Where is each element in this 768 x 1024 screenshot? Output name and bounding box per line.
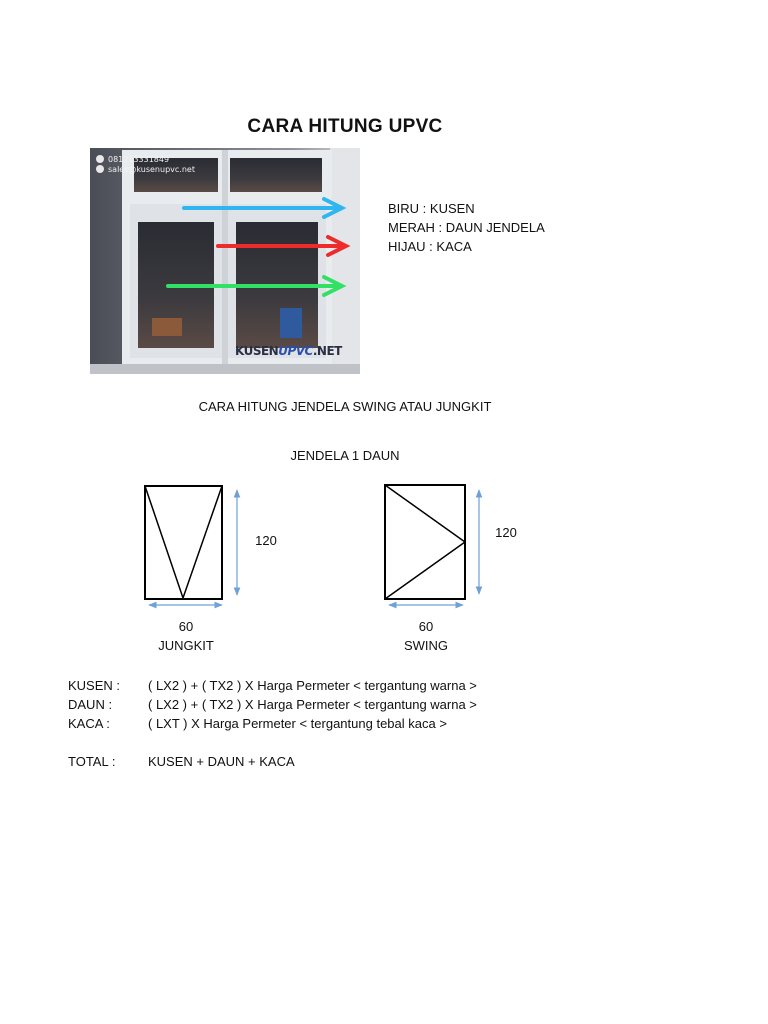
swing-width-label: 60	[418, 619, 434, 634]
formula-value: ( LXT ) X Harga Permeter < tergantung tebal kaca >	[148, 716, 447, 731]
color-arrows	[90, 148, 360, 374]
swing-name-label: SWING	[403, 638, 449, 653]
formula-row-total	[68, 752, 477, 771]
watermark-suffix: .NET	[312, 344, 342, 358]
jungkit-diagram	[145, 486, 237, 605]
green-arrow	[168, 277, 342, 295]
formula-row-kaca	[68, 714, 477, 733]
section-title: JENDELA 1 DAUN	[290, 448, 400, 463]
color-legend	[388, 199, 545, 256]
formula-key: DAUN :	[68, 697, 113, 712]
total-key: TOTAL :	[68, 754, 116, 769]
phone-icon	[96, 155, 104, 163]
swing-frame	[385, 485, 465, 599]
mail-icon	[96, 165, 104, 173]
jungkit-opening-lines	[145, 486, 222, 598]
swing-height-label: 120	[495, 525, 517, 540]
blue-arrow	[184, 199, 342, 217]
formula-row-daun	[68, 695, 477, 714]
email-address: sales@kusenupvc.net	[108, 165, 195, 174]
red-arrow	[218, 237, 346, 255]
jungkit-name-label: JUNGKIT	[158, 638, 214, 653]
formula-list	[68, 676, 477, 771]
jungkit-width-label: 60	[178, 619, 194, 634]
formula-row-kusen	[68, 676, 477, 695]
page-title: CARA HITUNG UPVC	[247, 116, 443, 137]
swing-diagram	[385, 485, 479, 605]
legend-item-blue: BIRU : KUSEN	[388, 201, 475, 216]
legend-item-red: MERAH : DAUN JENDELA	[388, 220, 545, 235]
phone-number: 081213331849	[108, 155, 170, 164]
watermark-prefix: KUSEN	[235, 344, 279, 358]
formula-key: KUSEN :	[68, 678, 121, 693]
swing-opening-lines	[385, 485, 465, 599]
formula-value: ( LX2 ) + ( TX2 ) X Harga Permeter < tergantung warna >	[148, 697, 477, 712]
photo-watermark	[235, 344, 342, 358]
legend-item-green: HIJAU : KACA	[388, 239, 472, 254]
watermark-brand: UPVC	[278, 344, 313, 358]
formula-key: KACA :	[68, 716, 110, 731]
photo-contact	[96, 155, 195, 175]
jungkit-frame	[145, 486, 222, 599]
total-value: KUSEN + DAUN + KACA	[148, 754, 295, 769]
section-subtitle: CARA HITUNG JENDELA SWING ATAU JUNGKIT	[198, 399, 492, 414]
window-diagrams	[0, 470, 768, 620]
jungkit-height-label: 120	[255, 533, 277, 548]
formula-value: ( LX2 ) + ( TX2 ) X Harga Permeter < tergantung warna >	[148, 678, 477, 693]
